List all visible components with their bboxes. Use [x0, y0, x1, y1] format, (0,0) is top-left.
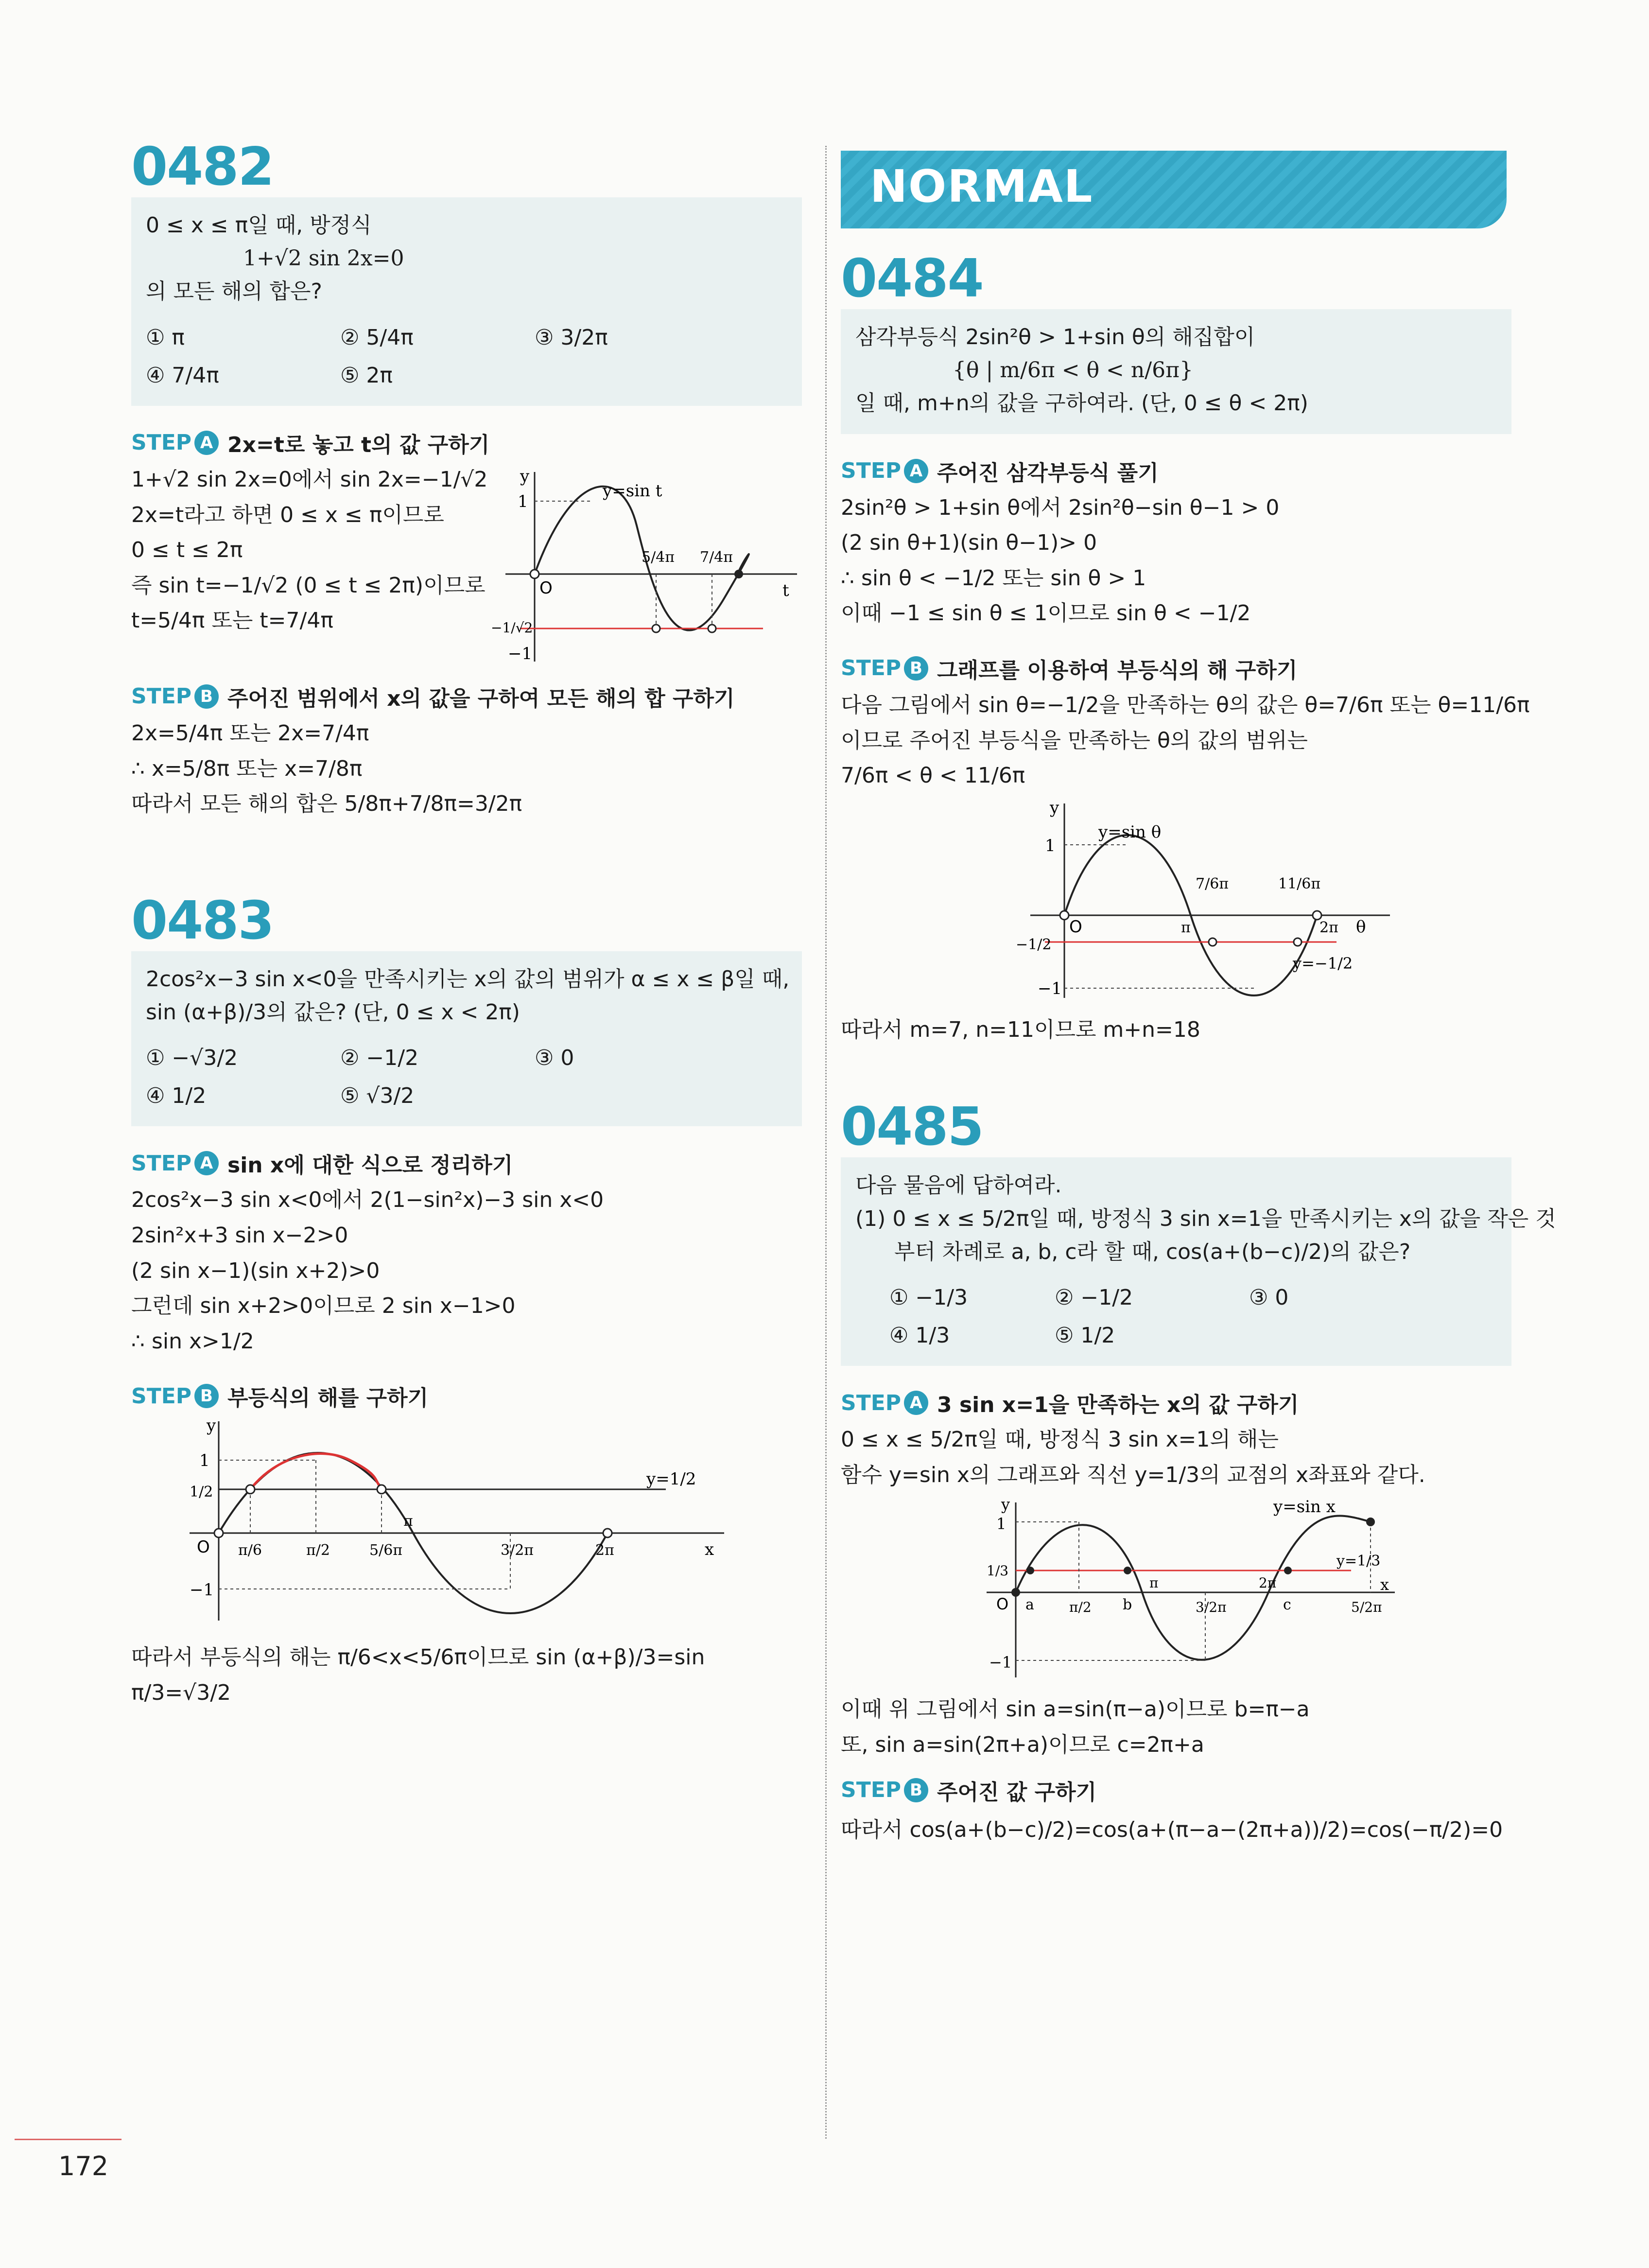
- solution-lines: [131, 716, 802, 822]
- tick-label: −1: [989, 1653, 1012, 1672]
- curve-label: y=sin x: [1273, 1497, 1336, 1517]
- question-box: [841, 1157, 1556, 1366]
- sine-graph-0482: [491, 462, 802, 666]
- step-title: 3 sin x=1을 만족하는 x의 값 구하기: [937, 1393, 1299, 1418]
- origin-label: O: [996, 1595, 1009, 1614]
- problem-0484: [841, 248, 1530, 1047]
- step-tag: STEP: [841, 1390, 902, 1415]
- problem-number: 0484: [841, 248, 983, 309]
- tick-label: 1/2: [190, 1483, 213, 1501]
- axis-label-y: y: [520, 466, 530, 486]
- solution-line: 1+√2 sin 2x=0에서 sin 2x=−1/√2: [131, 467, 488, 492]
- tick-label: 1: [996, 1515, 1007, 1534]
- line-label: y=1/2: [646, 1469, 696, 1489]
- step-a-heading: [131, 427, 802, 458]
- choice-item[interactable]: ③ 0: [1249, 1285, 1289, 1310]
- step-tag: STEP: [131, 1151, 192, 1176]
- tick-label: 1: [199, 1451, 210, 1471]
- solution-line: 이때 −1 ≤ sin θ ≤ 1이므로 sin θ < −1/2: [841, 601, 1251, 626]
- question-line: 삼각부등식 2sin²θ > 1+sin θ의 해집합이: [855, 325, 1255, 349]
- footer-rule: [15, 2139, 122, 2140]
- solution-line: 2sin²x+3 sin x−2>0: [131, 1223, 348, 1248]
- right-column: [841, 141, 1556, 1848]
- question-line: 2cos²x−3 sin x<0을 만족시키는 x의 값의 범위가 α ≤ x ≤ β일 때,: [146, 966, 790, 992]
- axis-label-t: t: [782, 580, 789, 600]
- solution-lines: [131, 1183, 802, 1359]
- step-letter-badge: A: [904, 459, 928, 483]
- step-a-heading: [841, 455, 1511, 487]
- solution-line: 0 ≤ t ≤ 2π: [131, 538, 243, 563]
- question-line: 의 모든 해의 합은?: [146, 279, 322, 304]
- solution-line: 또, sin a=sin(2π+a)이므로 c=2π+a: [841, 1732, 1204, 1758]
- tick-label: π/2: [306, 1542, 330, 1559]
- axis-label-theta: θ: [1356, 917, 1366, 937]
- step-a-heading: [841, 1387, 1511, 1418]
- tick-label: −1: [1038, 978, 1062, 998]
- step-tag: STEP: [131, 430, 192, 455]
- step-tag: STEP: [841, 458, 902, 484]
- choice-item[interactable]: ⑤ 2π: [340, 363, 393, 388]
- solution-line: t=5/4π 또는 t=7/4π: [131, 608, 333, 633]
- axis-label-x: x: [705, 1540, 714, 1560]
- sine-graph-0485: [967, 1493, 1405, 1687]
- step-title: 2x=t로 놓고 t의 값 구하기: [227, 432, 490, 457]
- left-column: [131, 137, 802, 1711]
- question-box: [131, 951, 802, 1127]
- question-line: 부터 차례로 a, b, c라 할 때, cos(a+(b−c)/2)의 값은?: [894, 1239, 1411, 1264]
- solution-line: 2x=t라고 하면 0 ≤ x ≤ π이므로: [131, 502, 444, 527]
- point-b: b: [1123, 1596, 1132, 1614]
- question-set: {θ | m/6π < θ < n/6π}: [953, 358, 1193, 383]
- tick-label: −1/2: [1016, 936, 1052, 953]
- tick-label: −1: [508, 644, 533, 663]
- tick-label: 1/3: [987, 1563, 1009, 1579]
- origin-label: O: [1069, 917, 1082, 937]
- step-tag: STEP: [841, 1778, 902, 1803]
- step-title: 그래프를 이용하여 부등식의 해 구하기: [937, 658, 1298, 683]
- solution-line: 즉 sin t=−1/√2 (0 ≤ t ≤ 2π)이므로: [131, 573, 486, 598]
- step-title: 주어진 삼각부등식 풀기: [937, 460, 1159, 486]
- solution-line: 0 ≤ x ≤ 5/2π일 때, 방정식 3 sin x=1의 해는: [841, 1427, 1279, 1452]
- solution-lines: [841, 1692, 1511, 1762]
- step-a-heading: [131, 1148, 802, 1179]
- axis-label-y: y: [1001, 1495, 1010, 1514]
- tick-label: 5/4π: [642, 548, 675, 566]
- step-title: 주어진 값 구하기: [937, 1780, 1097, 1805]
- problem-0485: [841, 1097, 1556, 1848]
- question-line: sin (α+β)/3의 값은? (단, 0 ≤ x < 2π): [146, 999, 520, 1025]
- point-a: a: [1025, 1596, 1034, 1614]
- axis-label-x: x: [1380, 1575, 1389, 1594]
- solution-line: 2sin²θ > 1+sin θ에서 2sin²θ−sin θ−1 > 0: [841, 495, 1280, 520]
- solution-lines: [841, 1422, 1511, 1493]
- tick-label: π/2: [1069, 1599, 1092, 1616]
- section-banner: [841, 141, 1507, 233]
- choice-item[interactable]: ② −1/2: [340, 1046, 419, 1071]
- question-box: [131, 197, 802, 406]
- solution-line: 함수 y=sin x의 그래프와 직선 y=1/3의 교점의 x좌표와 같다.: [841, 1462, 1425, 1487]
- tick-label: π/6: [238, 1542, 262, 1559]
- conclusion-line: 따라서 부등식의 해는 π/6<x<5/6π이므로 sin (α+β)/3=sin π/3=√3/2: [131, 1645, 705, 1706]
- tick-label: π: [403, 1513, 413, 1530]
- point-c: c: [1283, 1596, 1291, 1614]
- tick-label: 1: [518, 491, 528, 511]
- tick-label: −1: [190, 1580, 214, 1600]
- solution-lines: [131, 462, 491, 666]
- choice-item[interactable]: ④ 1/2: [146, 1083, 207, 1109]
- step-b-heading: [131, 681, 802, 712]
- choice-item[interactable]: ② −1/2: [1055, 1285, 1133, 1310]
- tick-label: π: [1181, 919, 1191, 936]
- step-letter-badge: B: [194, 1384, 219, 1408]
- tick-label: 5/6π: [369, 1542, 402, 1559]
- tick-label: 3/2π: [501, 1542, 534, 1559]
- curve-label: y=sin θ: [1098, 822, 1162, 842]
- solution-line: ∴ sin x>1/2: [131, 1328, 254, 1354]
- tick-label: 2π: [1319, 919, 1338, 936]
- question-box: [841, 309, 1511, 434]
- choice-item[interactable]: ⑤ √3/2: [340, 1083, 415, 1109]
- axis-label-y: y: [1050, 798, 1059, 818]
- line-label: y=1/3: [1337, 1553, 1381, 1570]
- sine-graph-0483: [160, 1412, 744, 1635]
- choice-list: [855, 1281, 1497, 1352]
- problem-number: 0482: [131, 137, 274, 197]
- solution-line: 그런데 sin x+2>0이므로 2 sin x−1>0: [131, 1293, 516, 1319]
- step-tag: STEP: [841, 656, 902, 681]
- step-tag: STEP: [131, 1383, 192, 1409]
- column-divider: [825, 146, 827, 2139]
- choice-item[interactable]: ① −√3/2: [146, 1046, 238, 1071]
- sine-graph-0484: [1016, 794, 1405, 1008]
- step-title: 부등식의 해를 구하기: [227, 1386, 429, 1411]
- step-letter-badge: A: [194, 1151, 219, 1175]
- tick-label: 7/4π: [700, 548, 733, 566]
- solution-line: ∴ sin θ < −1/2 또는 sin θ > 1: [841, 565, 1146, 591]
- step-b-heading: [841, 653, 1511, 684]
- solution-line: 7/6π < θ < 11/6π: [841, 763, 1025, 788]
- solution-line: 따라서 모든 해의 합은 5/8π+7/8π=3/2π: [131, 791, 522, 817]
- choice-item[interactable]: ④ 1/3: [889, 1323, 950, 1348]
- choice-item[interactable]: ④ 7/4π: [146, 363, 219, 388]
- tick-label: 3/2π: [1196, 1599, 1227, 1616]
- choice-item[interactable]: ③ 0: [535, 1046, 574, 1071]
- problem-number: 0483: [131, 890, 274, 951]
- question-line: 0 ≤ x ≤ π일 때, 방정식: [146, 213, 372, 238]
- solution-line: (2 sin x−1)(sin x+2)>0: [131, 1258, 380, 1283]
- choice-item[interactable]: ① π: [146, 325, 185, 350]
- conclusion-line: 따라서 m=7, n=11이므로 m+n=18: [841, 1017, 1200, 1042]
- solution-line: 이므로 주어진 부등식을 만족하는 θ의 값의 범위는: [841, 728, 1308, 753]
- solution-lines: [841, 688, 1530, 794]
- step-b-heading: [841, 1775, 1511, 1806]
- solution-lines: [841, 490, 1511, 631]
- step-letter-badge: B: [904, 656, 928, 680]
- step-b-heading: [131, 1380, 802, 1412]
- step-letter-badge: B: [904, 1778, 928, 1802]
- solution-line: 2x=5/4π 또는 2x=7/4π: [131, 720, 369, 746]
- choice-item[interactable]: ③ 3/2π: [535, 325, 608, 350]
- tick-label: 2π: [1259, 1575, 1277, 1591]
- banner-title: NORMAL: [870, 160, 1094, 212]
- problem-0483: [131, 890, 802, 1711]
- step-title: 주어진 범위에서 x의 값을 구하여 모든 해의 합 구하기: [227, 686, 735, 711]
- axis-label-y: y: [207, 1416, 216, 1436]
- problem-number: 0485: [841, 1097, 983, 1158]
- origin-label: O: [197, 1537, 210, 1557]
- curve-label: y=sin t: [603, 481, 662, 501]
- choice-item[interactable]: ⑤ 1/2: [1055, 1323, 1115, 1348]
- choice-list: [146, 321, 787, 392]
- step-title: sin x에 대한 식으로 정리하기: [227, 1153, 513, 1178]
- tick-label: 5/2π: [1351, 1599, 1382, 1616]
- line-label: y=−1/2: [1293, 954, 1353, 973]
- step-tag: STEP: [131, 684, 192, 709]
- conclusion-line: 따라서 cos(a+(b−c)/2)=cos(a+(π−a−(2π+a))/2)=cos(−π/2)=0: [841, 1817, 1503, 1842]
- tick-label: 2π: [595, 1542, 614, 1559]
- step-a-body: [131, 462, 802, 666]
- solution-line: ∴ x=5/8π 또는 x=7/8π: [131, 756, 363, 781]
- tick-label: 7/6π: [1196, 875, 1229, 892]
- tick-label: 1: [1045, 836, 1056, 855]
- step-letter-badge: B: [194, 684, 219, 709]
- question-line: (1) 0 ≤ x ≤ 5/2π일 때, 방정식 3 sin x=1을 만족시키는 x의 값을 작은 것: [855, 1206, 1556, 1231]
- solution-line: (2 sin θ+1)(sin θ−1)> 0: [841, 530, 1097, 556]
- choice-item[interactable]: ① −1/3: [889, 1285, 968, 1310]
- page-number: 172: [58, 2151, 109, 2181]
- choice-list: [146, 1042, 787, 1113]
- tick-label: π: [1149, 1575, 1159, 1591]
- question-line: 일 때, m+n의 값을 구하여라. (단, 0 ≤ θ < 2π): [855, 391, 1308, 416]
- tick-label: 11/6π: [1278, 875, 1321, 892]
- solution-line: 2cos²x−3 sin x<0에서 2(1−sin²x)−3 sin x<0: [131, 1187, 604, 1213]
- step-letter-badge: A: [904, 1391, 928, 1415]
- problem-0482: [131, 137, 802, 822]
- origin-label: O: [539, 578, 553, 598]
- step-letter-badge: A: [194, 431, 219, 455]
- question-equation: 1+√2 sin 2x=0: [243, 246, 404, 271]
- choice-item[interactable]: ② 5/4π: [340, 325, 414, 350]
- tick-label: −1/√2: [491, 619, 533, 636]
- solution-line: 다음 그림에서 sin θ=−1/2을 만족하는 θ의 값은 θ=7/6π 또는 θ=11/6π: [841, 692, 1530, 717]
- question-line: 다음 물음에 답하여라.: [855, 1173, 1062, 1198]
- solution-line: 이때 위 그림에서 sin a=sin(π−a)이므로 b=π−a: [841, 1697, 1310, 1722]
